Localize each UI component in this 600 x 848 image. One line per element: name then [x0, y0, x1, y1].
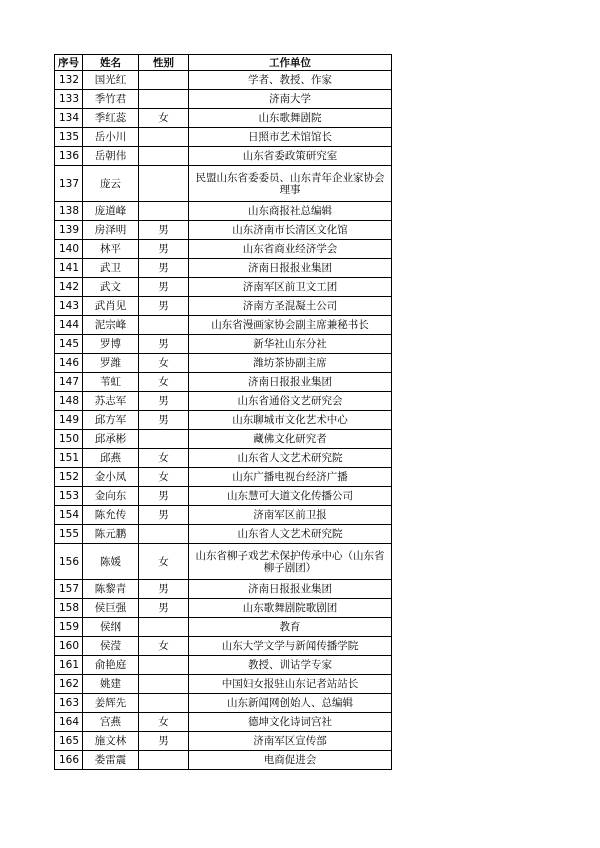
cell-gender: [139, 166, 189, 202]
cell-name: 姚建: [83, 675, 139, 694]
cell-name: 邱承彬: [83, 430, 139, 449]
cell-number: 147: [55, 373, 83, 392]
cell-gender: 女: [139, 713, 189, 732]
table-row: [55, 259, 392, 278]
cell-number: 150: [55, 430, 83, 449]
table-row: [55, 373, 392, 392]
cell-workplace: 山东省人文艺术研究院: [189, 449, 392, 468]
cell-workplace: 山东省通俗文艺研究会: [189, 392, 392, 411]
cell-gender: 女: [139, 544, 189, 580]
table-row: [55, 751, 392, 770]
cell-gender: 男: [139, 580, 189, 599]
table-body: [55, 71, 392, 770]
cell-number: 154: [55, 506, 83, 525]
cell-name: 武卫: [83, 259, 139, 278]
roster-table: [54, 54, 392, 770]
cell-gender: [139, 618, 189, 637]
cell-number: 162: [55, 675, 83, 694]
cell-number: 163: [55, 694, 83, 713]
table-row: [55, 599, 392, 618]
cell-number: 161: [55, 656, 83, 675]
cell-workplace: 山东商报社总编辑: [189, 202, 392, 221]
cell-number: 144: [55, 316, 83, 335]
cell-workplace: 山东慧可大道文化传播公司: [189, 487, 392, 506]
table-row: [55, 90, 392, 109]
cell-name: 泥宗峰: [83, 316, 139, 335]
cell-workplace: 济南军区前卫报: [189, 506, 392, 525]
table-row: [55, 240, 392, 259]
table-row: [55, 637, 392, 656]
cell-name: 金向东: [83, 487, 139, 506]
cell-workplace: 电商促进会: [189, 751, 392, 770]
cell-gender: [139, 430, 189, 449]
cell-gender: [139, 675, 189, 694]
cell-number: 157: [55, 580, 83, 599]
cell-workplace: 中国妇女报驻山东记者站站长: [189, 675, 392, 694]
header-workplace: 工作单位: [189, 55, 392, 71]
cell-name: 庞云: [83, 166, 139, 202]
cell-number: 143: [55, 297, 83, 316]
cell-workplace: 日照市艺术馆馆长: [189, 128, 392, 147]
cell-workplace: 山东省柳子戏艺术保护传承中心（山东省柳子剧团）: [189, 544, 392, 580]
cell-workplace: 山东歌舞剧院歌剧团: [189, 599, 392, 618]
table-row: [55, 580, 392, 599]
cell-name: 季红蕊: [83, 109, 139, 128]
cell-name: 俞艳庭: [83, 656, 139, 675]
cell-name: 季竹君: [83, 90, 139, 109]
cell-workplace: 济南军区前卫文工团: [189, 278, 392, 297]
cell-workplace: 济南日报报业集团: [189, 373, 392, 392]
cell-name: 邱燕: [83, 449, 139, 468]
cell-name: 侯滢: [83, 637, 139, 656]
cell-number: 132: [55, 71, 83, 90]
table-row: [55, 618, 392, 637]
cell-gender: 男: [139, 221, 189, 240]
cell-number: 140: [55, 240, 83, 259]
cell-gender: 男: [139, 259, 189, 278]
cell-gender: 男: [139, 297, 189, 316]
cell-workplace: 山东省委政策研究室: [189, 147, 392, 166]
cell-number: 153: [55, 487, 83, 506]
cell-gender: 男: [139, 392, 189, 411]
table-row: [55, 71, 392, 90]
cell-workplace: 教育: [189, 618, 392, 637]
cell-gender: [139, 656, 189, 675]
cell-name: 施文林: [83, 732, 139, 751]
cell-gender: [139, 694, 189, 713]
table-row: [55, 221, 392, 240]
cell-name: 庞道峰: [83, 202, 139, 221]
cell-number: 137: [55, 166, 83, 202]
header-row: [55, 55, 392, 71]
cell-workplace: 教授、训诂学专家: [189, 656, 392, 675]
cell-workplace: 山东大学文学与新闻传播学院: [189, 637, 392, 656]
cell-workplace: 济南方圣混凝土公司: [189, 297, 392, 316]
cell-number: 149: [55, 411, 83, 430]
table-row: [55, 449, 392, 468]
cell-number: 156: [55, 544, 83, 580]
cell-name: 武文: [83, 278, 139, 297]
cell-workplace: 山东新闻网创始人、总编辑: [189, 694, 392, 713]
cell-gender: 男: [139, 335, 189, 354]
cell-gender: 女: [139, 468, 189, 487]
cell-gender: 男: [139, 411, 189, 430]
table-row: [55, 166, 392, 202]
cell-workplace: 山东歌舞剧院: [189, 109, 392, 128]
cell-name: 罗博: [83, 335, 139, 354]
cell-name: 陈元鹏: [83, 525, 139, 544]
table-row: [55, 128, 392, 147]
table-row: [55, 278, 392, 297]
cell-workplace: 学者、教授、作家: [189, 71, 392, 90]
cell-name: 侯巨强: [83, 599, 139, 618]
cell-number: 133: [55, 90, 83, 109]
cell-workplace: 民盟山东省委委员、山东青年企业家协会理事: [189, 166, 392, 202]
cell-number: 139: [55, 221, 83, 240]
table-row: [55, 202, 392, 221]
cell-gender: 男: [139, 487, 189, 506]
cell-number: 164: [55, 713, 83, 732]
cell-workplace: 山东省漫画家协会副主席兼秘书长: [189, 316, 392, 335]
cell-workplace: 山东省人文艺术研究院: [189, 525, 392, 544]
cell-name: 房泽明: [83, 221, 139, 240]
cell-gender: 男: [139, 240, 189, 259]
cell-number: 148: [55, 392, 83, 411]
cell-name: 邱方军: [83, 411, 139, 430]
table-row: [55, 354, 392, 373]
cell-gender: [139, 71, 189, 90]
cell-number: 165: [55, 732, 83, 751]
cell-number: 135: [55, 128, 83, 147]
table-row: [55, 335, 392, 354]
cell-name: 岳朝伟: [83, 147, 139, 166]
cell-name: 罗潍: [83, 354, 139, 373]
cell-gender: 女: [139, 354, 189, 373]
cell-number: 151: [55, 449, 83, 468]
cell-name: 宫燕: [83, 713, 139, 732]
cell-name: 苏志军: [83, 392, 139, 411]
cell-workplace: 山东省商业经济学会: [189, 240, 392, 259]
table-row: [55, 544, 392, 580]
cell-workplace: 济南军区宣传部: [189, 732, 392, 751]
cell-workplace: 山东广播电视台经济广播: [189, 468, 392, 487]
cell-number: 160: [55, 637, 83, 656]
cell-number: 138: [55, 202, 83, 221]
cell-number: 159: [55, 618, 83, 637]
header-name: 姓名: [83, 55, 139, 71]
cell-gender: 女: [139, 373, 189, 392]
cell-workplace: 德坤文化诗词宫社: [189, 713, 392, 732]
cell-gender: 女: [139, 109, 189, 128]
cell-workplace: 潍坊茶协副主席: [189, 354, 392, 373]
cell-workplace: 济南日报报业集团: [189, 580, 392, 599]
cell-gender: [139, 90, 189, 109]
table-row: [55, 732, 392, 751]
cell-gender: [139, 316, 189, 335]
cell-number: 152: [55, 468, 83, 487]
table-row: [55, 147, 392, 166]
cell-workplace: 藏佛文化研究者: [189, 430, 392, 449]
cell-gender: 女: [139, 449, 189, 468]
table-row: [55, 487, 392, 506]
cell-name: 国光红: [83, 71, 139, 90]
table-row: [55, 525, 392, 544]
cell-name: 侯纲: [83, 618, 139, 637]
table-row: [55, 109, 392, 128]
cell-workplace: 新华社山东分社: [189, 335, 392, 354]
cell-name: 武肖见: [83, 297, 139, 316]
cell-name: 陈媛: [83, 544, 139, 580]
cell-gender: [139, 525, 189, 544]
cell-gender: [139, 751, 189, 770]
cell-gender: 男: [139, 278, 189, 297]
cell-name: 岳小川: [83, 128, 139, 147]
cell-workplace: 山东聊城市文化艺术中心: [189, 411, 392, 430]
cell-number: 142: [55, 278, 83, 297]
cell-workplace: 山东济南市长清区文化馆: [189, 221, 392, 240]
table-row: [55, 430, 392, 449]
cell-number: 166: [55, 751, 83, 770]
table-row: [55, 468, 392, 487]
cell-gender: [139, 128, 189, 147]
table-row: [55, 675, 392, 694]
cell-gender: 女: [139, 637, 189, 656]
cell-number: 155: [55, 525, 83, 544]
cell-name: 陈允传: [83, 506, 139, 525]
cell-workplace: 济南日报报业集团: [189, 259, 392, 278]
table-row: [55, 297, 392, 316]
cell-gender: [139, 202, 189, 221]
cell-workplace: 济南大学: [189, 90, 392, 109]
cell-number: 134: [55, 109, 83, 128]
table-row: [55, 411, 392, 430]
header-gender: 性别: [139, 55, 189, 71]
cell-name: 金小凤: [83, 468, 139, 487]
table-row: [55, 392, 392, 411]
cell-name: 苇虹: [83, 373, 139, 392]
cell-number: 145: [55, 335, 83, 354]
table-row: [55, 713, 392, 732]
cell-gender: [139, 147, 189, 166]
cell-name: 陈黎青: [83, 580, 139, 599]
cell-number: 141: [55, 259, 83, 278]
table-row: [55, 694, 392, 713]
table-row: [55, 316, 392, 335]
header-number: 序号: [55, 55, 83, 71]
cell-gender: 男: [139, 506, 189, 525]
table-row: [55, 656, 392, 675]
table-row: [55, 506, 392, 525]
cell-gender: 男: [139, 732, 189, 751]
cell-name: 娄雷震: [83, 751, 139, 770]
cell-name: 姜辉先: [83, 694, 139, 713]
cell-number: 158: [55, 599, 83, 618]
cell-number: 136: [55, 147, 83, 166]
cell-name: 林平: [83, 240, 139, 259]
cell-number: 146: [55, 354, 83, 373]
cell-gender: 男: [139, 599, 189, 618]
